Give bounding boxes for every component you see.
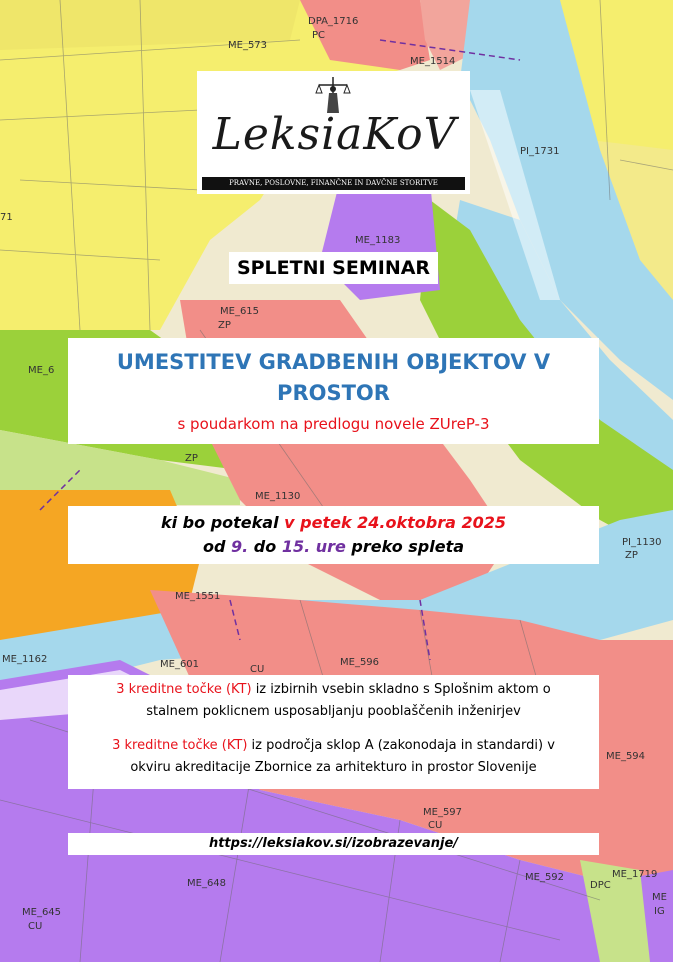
- map-label: ME_1719: [612, 869, 658, 880]
- subtitle: s poudarkom na predlogu novele ZUreP-3: [177, 415, 490, 433]
- date-text: ki bo potekal: [160, 513, 285, 532]
- map-label: PI_1731: [520, 146, 560, 157]
- map-label: DPC: [590, 880, 611, 891]
- map-label: ME_6: [28, 365, 55, 376]
- map-label: ME_1130: [255, 491, 301, 502]
- title-panel: [68, 338, 599, 444]
- map-label: CU: [250, 664, 265, 675]
- credit-a-text-2: stalnem poklicnem usposabljanju pooblaščenih inženirjev: [146, 703, 521, 719]
- logo-panel: [197, 71, 470, 194]
- time-text: do: [248, 537, 282, 556]
- logo-wordmark: LeksiaKoV: [212, 109, 457, 160]
- map-label: 71: [0, 212, 13, 223]
- credits-panel: [68, 675, 599, 789]
- title-line-1: UMESTITEV GRADBENIH OBJEKTOV V: [116, 350, 551, 374]
- time-start: 9.: [231, 537, 249, 556]
- credit-a-points: 3 kreditne točke (KT): [116, 682, 252, 697]
- title-line-2: PROSTOR: [277, 381, 390, 405]
- map-label: DPA_1716: [308, 16, 359, 27]
- date-value: petek 24.oktobra 2025: [300, 513, 507, 532]
- logo-tagline: PRAVNE, POSLOVNE, FINANČNE IN DAVČNE STORITVE: [202, 177, 465, 190]
- credit-b: [68, 735, 599, 778]
- date-text: v: [284, 513, 301, 532]
- map-label: ME_648: [187, 878, 227, 889]
- map-label: PC: [312, 30, 326, 41]
- map-label: ME_592: [525, 872, 565, 883]
- map-label: IG: [654, 906, 665, 917]
- credit-a-text: iz izbirnih vsebin skladno s Splošnim aktom o: [251, 682, 551, 697]
- map-label: ME_597: [423, 807, 463, 818]
- credit-b-points: 3 kreditne točke (KT): [112, 738, 248, 753]
- credit-a: [68, 679, 599, 722]
- time-text: od: [202, 537, 231, 556]
- credit-b-text-2: okviru akreditacije Zbornice za arhitekturo in prostor Slovenije: [130, 759, 537, 775]
- map-label: CU: [428, 820, 443, 831]
- time-end: 15. ure: [281, 537, 346, 556]
- map-label: ME_573: [228, 40, 268, 51]
- map-label: ME_1183: [355, 235, 401, 246]
- map-label: CU: [28, 921, 43, 932]
- map-label: ZP: [185, 453, 198, 464]
- map-label: ZP: [218, 320, 231, 331]
- map-label: ME_1162: [2, 654, 48, 665]
- map-label: ZP: [625, 550, 638, 561]
- map-label: PI_1130: [622, 537, 662, 548]
- date-panel: [68, 506, 599, 564]
- map-label: ME_1514: [410, 56, 456, 67]
- map-label: ME_645: [22, 907, 62, 918]
- map-label: ME_594: [606, 751, 646, 762]
- credit-b-text: iz področja sklop A (zakonodaja in standardi) v: [247, 738, 555, 753]
- seminar-label: SPLETNI SEMINAR: [229, 252, 438, 284]
- map-label: ME: [652, 892, 667, 903]
- map-label: ME_596: [340, 657, 380, 668]
- registration-link[interactable]: https://leksiakov.si/izobrazevanje/: [68, 833, 599, 855]
- map-label: ME_1551: [175, 591, 221, 602]
- map-label: ME_615: [220, 306, 260, 317]
- date-line: [68, 511, 599, 535]
- time-text: preko spleta: [345, 537, 465, 556]
- time-line: [68, 535, 599, 559]
- map-label: ME_601: [160, 659, 200, 670]
